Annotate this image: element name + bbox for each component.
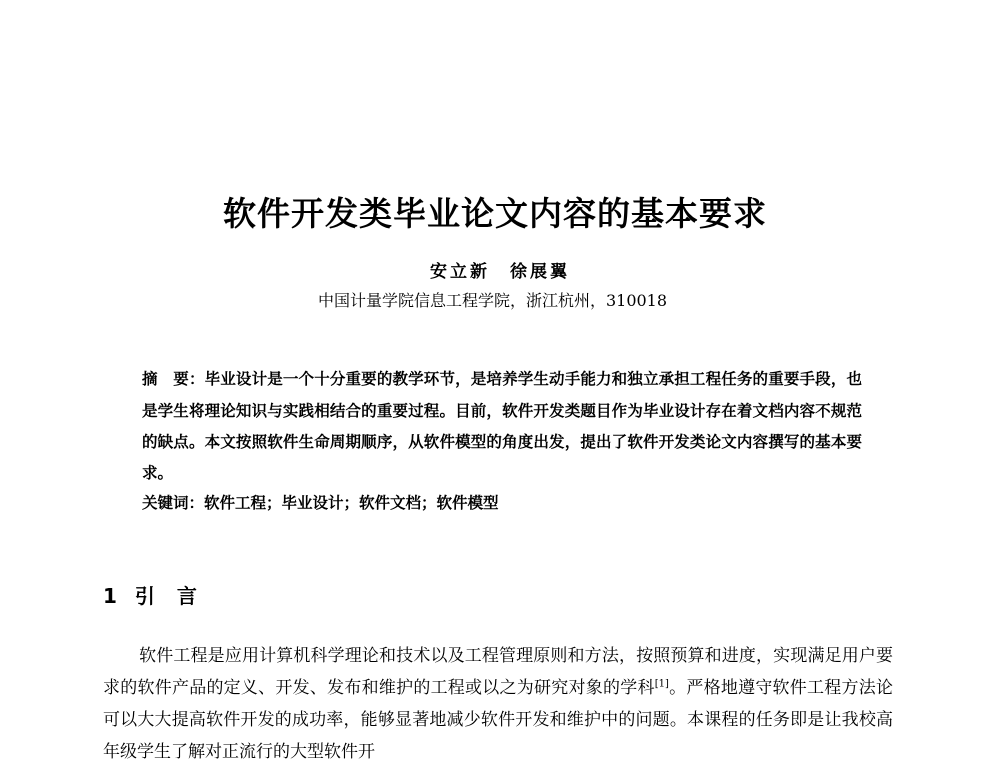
body-text-part1: 软件工程是应用计算机科学理论和技术以及工程管理原则和方法，按照预算和进度，实现满足用户要求的软件产品的定义、开发、发布和维护的工程或以之为研究对象的学科 — [103, 646, 893, 698]
section-number: 1 — [103, 584, 117, 608]
citation-marker: [1] — [654, 678, 669, 690]
section-title: 引言 — [134, 584, 219, 608]
paper-authors: 安立新 徐展翼 — [430, 262, 570, 282]
keywords-label: 关键词： — [142, 494, 205, 512]
abstract — [142, 363, 862, 488]
keywords — [142, 487, 862, 519]
paper-affiliation: 中国计量学院信息工程学院，浙江杭州，310018 — [317, 291, 668, 310]
body-text-part2: 。严格地遵守软件工程方法论可以大大提高软件开发的成功率，能够显著地减少软件开发和维护中的问题。本课程的任务即是让我校高年级学生了解对正流行的大型软件开 — [103, 678, 894, 762]
section-heading — [103, 580, 219, 609]
keywords-text: 软件工程；毕业设计；软件文档；软件模型 — [204, 493, 499, 512]
paper-title: 软件开发类毕业论文内容的基本要求 — [223, 194, 767, 233]
body-paragraph — [103, 640, 893, 768]
abstract-text: 毕业设计是一个十分重要的教学环节，是培养学生动手能力和独立承担工程任务的重要手段，也是学生将理论知识与实践相结合的重要过程。目前，软件开发类题目作为毕业设计存在着文档内容不规范的缺点。本文按照软件生命周期顺序，从软件模型的角度出发，提出了软件开发类论文内容撰写的基本要求。 — [142, 369, 862, 482]
abstract-label: 摘 要： — [142, 370, 205, 388]
